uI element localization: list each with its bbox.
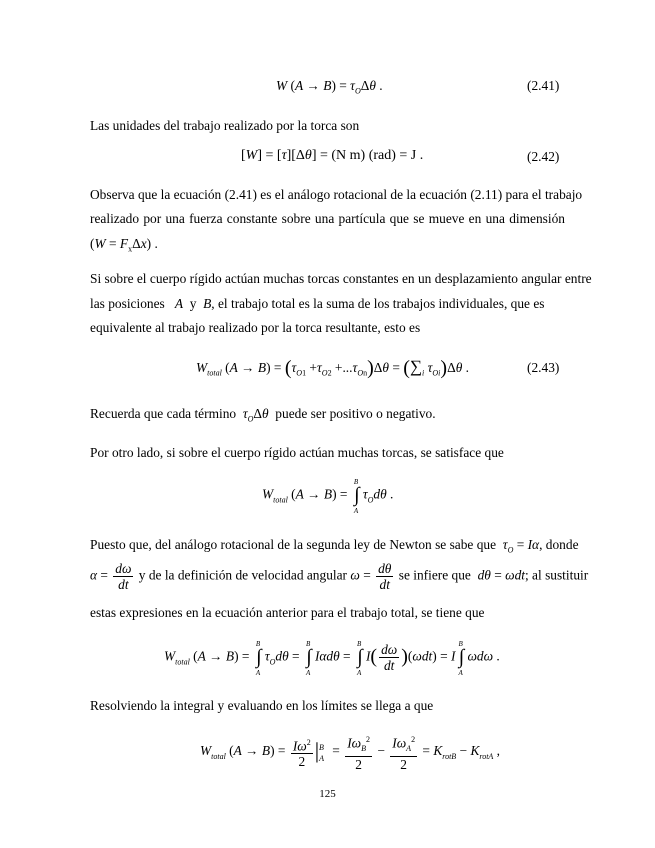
equation-2-42: [W] = [τ][Δθ] = (N m) (rad) = J . <box>241 148 424 163</box>
paragraph-line: α = $\frac{d\omega}{dt}$ y de la definición de velocidad angular ω = $\frac{d\theta}{dt}$ se infiere que dθ = ωdt; al sustituir <box>90 561 589 592</box>
paragraph-line: Recuerda que cada término $\tau_O\Delta\theta$ puede ser positivo o negativo. <box>90 406 436 424</box>
paragraph-line: las posiciones A y B, el trabajo total es la suma de los trabajos individuales, que es <box>90 296 545 311</box>
equation-number: (2.43) <box>527 360 560 375</box>
equation-integral-chain: $W_{total}$ (A → B) = ∫ B A $\tau_Od\theta$ = ∫ B A Iαdθ = ∫ B A I( $\frac{d\omega}{dt}$ )(ωdt) = I ∫ B A ωdω . <box>164 640 500 677</box>
paragraph: Resolviendo la integral y evaluando en los límites se llega a que <box>90 698 434 713</box>
equation-number: (2.41) <box>527 78 560 93</box>
equation-2-43: $W_{total}$ $(A \to B) = (\tau_{O1} +\tau_{O2} +...\tau_{On})\Delta\theta = (\sum_i$ $\tau_{Oi})\Delta\theta$ . <box>196 357 469 379</box>
equation-2-41: W $(A \to B) = \tau_O\Delta\theta$ . <box>276 78 383 96</box>
equation-number: (2.42) <box>527 149 560 164</box>
paragraph-line: Si sobre el cuerpo rígido actúan muchas torcas constantes en un desplazamiento angular entre <box>90 271 592 286</box>
paragraph-line: Observa que la ecuación (2.41) es el análogo rotacional de la ecuación (2.11) para el trabajo <box>90 187 583 202</box>
paragraph-line: realizado por una fuerza constante sobre una partícula que se mueve en una dimensión <box>90 211 565 226</box>
paragraph-line: $(W = F_x\Delta x)$ . <box>90 236 158 254</box>
paragraph-line: Puesto que, del análogo rotacional de la segunda ley de Newton se sabe que $\tau_O = I\alpha$, donde <box>90 537 579 555</box>
paragraph: Las unidades del trabajo realizado por la torca son <box>90 118 360 133</box>
equation-work-integral: $W_{total}$ (A → B) = ∫ B A $\tau_Od\theta$ . <box>262 478 394 515</box>
paragraph-line: equivalente al trabajo realizado por la torca resultante, esto es <box>90 320 421 335</box>
equation-kinetic-energy: $W_{total}$ (A → B) = $\frac{I\omega^2}{2}$ $|_A^B$ = $\frac{I\omega_B^2}{2}$ − $\frac{I\omega_A^2}{2}$ = $K_{rotB} - K_{rotA}$ , <box>200 732 500 772</box>
paragraph-line: estas expresiones en la ecuación anterior para el trabajo total, se tiene que <box>90 605 485 620</box>
paragraph: Por otro lado, si sobre el cuerpo rígido actúan muchas torcas, se satisface que <box>90 445 504 460</box>
page-number: 125 <box>319 788 336 800</box>
